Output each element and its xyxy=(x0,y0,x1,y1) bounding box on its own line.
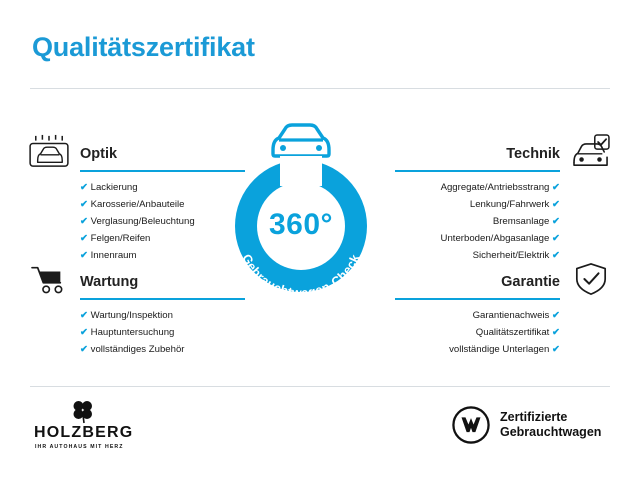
check-icon: ✔ xyxy=(552,199,560,210)
list-item-label: vollständiges Zubehör xyxy=(90,344,185,355)
list-item xyxy=(476,327,560,338)
section-underline xyxy=(395,298,560,300)
check-icon: ✔ xyxy=(552,233,560,244)
section-heading: Technik xyxy=(506,146,560,162)
section-underline xyxy=(395,170,560,172)
brand-line-2: Gebrauchtwagen xyxy=(500,425,602,439)
service-cart-icon xyxy=(28,262,70,296)
check-icon: ✔ xyxy=(80,250,88,261)
list-item-label: Lenkung/Fahrwerk xyxy=(469,199,550,210)
brand-block xyxy=(452,404,632,454)
list-item xyxy=(80,233,150,244)
car-wash-icon xyxy=(28,134,70,168)
check-icon: ✔ xyxy=(80,233,88,244)
divider-bottom xyxy=(30,386,610,387)
check-icon: ✔ xyxy=(80,310,88,321)
badge-degrees: 360° xyxy=(268,208,334,241)
vw-logo-icon xyxy=(452,406,490,444)
page-title: Qualitätszertifikat xyxy=(32,32,255,62)
list-item-label: Aggregate/Antriebsstrang xyxy=(440,182,550,193)
check-icon: ✔ xyxy=(552,310,560,321)
list-item-label: Lackierung xyxy=(90,182,138,193)
list-item-label: Felgen/Reifen xyxy=(90,233,151,244)
list-item xyxy=(473,310,560,321)
section-heading: Wartung xyxy=(80,274,139,290)
list-item xyxy=(80,327,174,338)
dealer-name: HOLZBERG xyxy=(34,424,134,441)
list-item xyxy=(449,344,560,355)
list-item xyxy=(493,216,560,227)
check-icon: ✔ xyxy=(552,327,560,338)
check-icon: ✔ xyxy=(552,182,560,193)
check-icon: ✔ xyxy=(552,250,560,261)
list-item xyxy=(80,182,138,193)
list-item-label: Verglasung/Beleuchtung xyxy=(90,216,195,227)
svg-text:Gebrauchtwagen-Check: Gebrauchtwagen-Check xyxy=(239,251,363,301)
brand-text xyxy=(500,410,601,440)
shield-check-icon xyxy=(570,262,612,296)
car-check-icon xyxy=(570,134,612,168)
list-item xyxy=(441,182,560,193)
section-heading: Optik xyxy=(80,146,118,162)
list-item xyxy=(80,199,185,210)
list-item-label: Innenraum xyxy=(90,250,137,261)
check-icon: ✔ xyxy=(552,344,560,355)
list-item xyxy=(441,233,560,244)
list-item-label: vollständige Unterlagen xyxy=(449,344,550,355)
check-icon: ✔ xyxy=(80,216,88,227)
section-wartung xyxy=(24,258,254,368)
brand-line-1: Zertifizierte xyxy=(500,410,568,424)
list-item-label: Qualitätszertifikat xyxy=(475,327,550,338)
list-item-label: Sicherheit/Elektrik xyxy=(472,250,550,261)
section-underline xyxy=(80,298,245,300)
list-item xyxy=(80,216,195,227)
check-icon: ✔ xyxy=(80,182,88,193)
list-item-label: Bremsanlage xyxy=(492,216,550,227)
clover-icon xyxy=(70,398,96,424)
list-item-label: Garantienachweis xyxy=(472,310,550,321)
list-item-label: Unterboden/Abgasanlage xyxy=(440,233,550,244)
list-item xyxy=(80,310,173,321)
section-optik xyxy=(24,130,254,260)
dealer-tagline: IHR AUTOHAUS MIT HERZ xyxy=(35,444,124,450)
check-badge xyxy=(235,160,367,301)
check-icon: ✔ xyxy=(80,327,88,338)
list-item-label: Wartung/Inspektion xyxy=(90,310,173,321)
list-item xyxy=(470,199,560,210)
list-item-label: Karosserie/Anbauteile xyxy=(90,199,185,210)
check-icon: ✔ xyxy=(80,199,88,210)
section-technik xyxy=(386,130,616,270)
divider-top xyxy=(30,88,610,89)
section-garantie xyxy=(386,258,616,368)
dealer-logo xyxy=(34,400,154,460)
list-item xyxy=(80,344,185,355)
list-item-label: Hauptuntersuchung xyxy=(90,327,175,338)
check-icon: ✔ xyxy=(80,344,88,355)
section-heading: Garantie xyxy=(501,274,560,290)
check-icon: ✔ xyxy=(552,216,560,227)
section-underline xyxy=(80,170,245,172)
